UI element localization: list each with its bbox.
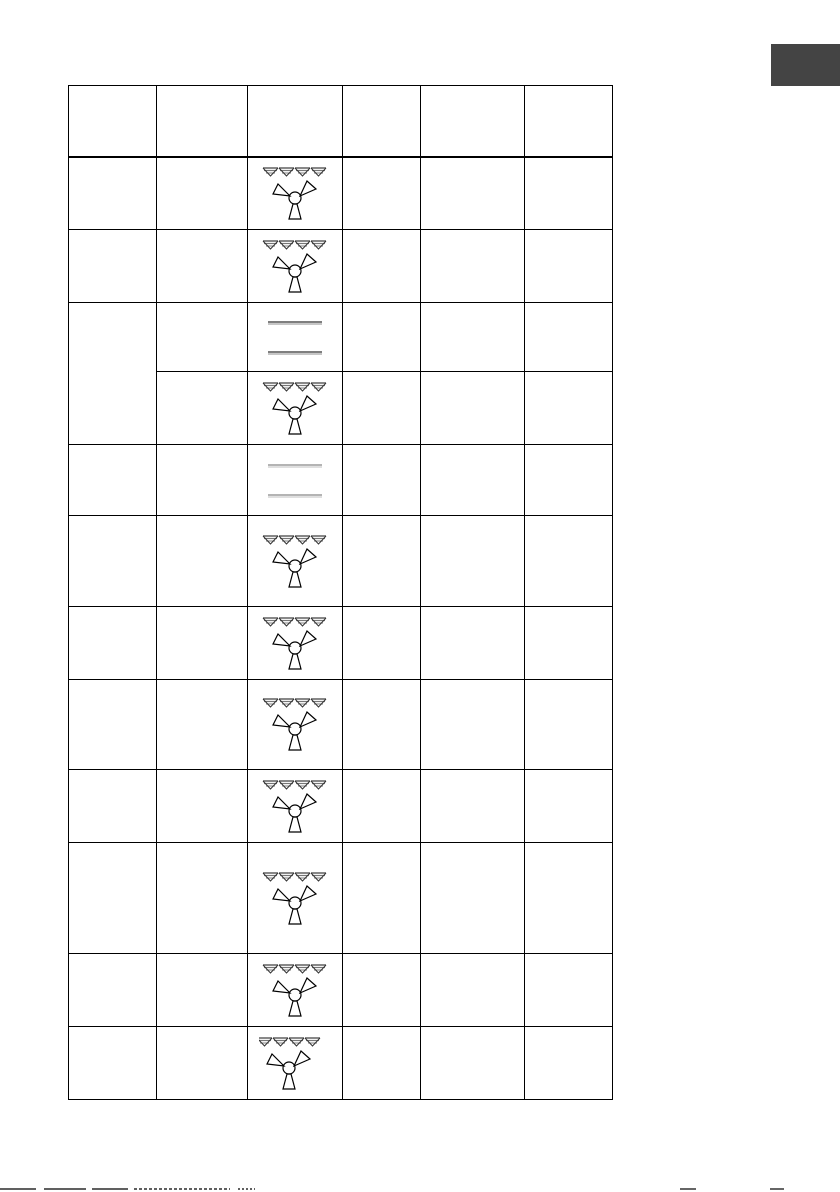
table-cell-col1 xyxy=(69,606,157,679)
fan-speed-icon xyxy=(259,532,331,590)
table-cell-col6 xyxy=(525,769,613,842)
table-cell-col5 xyxy=(421,842,525,953)
fan-speed-icon xyxy=(259,869,331,927)
table-cell-col6 xyxy=(525,1026,613,1099)
table-cell-col2 xyxy=(157,515,248,606)
table-cell-col3 xyxy=(248,302,343,371)
table-cell-col5 xyxy=(421,1026,525,1099)
table-cell-col3 xyxy=(248,229,343,302)
table-cell-col3 xyxy=(248,444,343,515)
table-row xyxy=(69,444,613,515)
table-cell-col1 xyxy=(69,953,157,1026)
table-cell-col6 xyxy=(525,515,613,606)
table-cell-col4 xyxy=(343,842,421,953)
table-cell-col4 xyxy=(343,444,421,515)
lines-dark-icon xyxy=(265,316,325,358)
table-cell-col3 xyxy=(248,157,343,229)
table-cell-col6 xyxy=(525,842,613,953)
table-cell-col4 xyxy=(343,769,421,842)
table-row xyxy=(69,515,613,606)
table-row xyxy=(69,302,613,371)
table-cell-col3 xyxy=(248,769,343,842)
table-cell-col4 xyxy=(343,953,421,1026)
fan-speed-icon xyxy=(259,164,331,222)
table-cell-col3 xyxy=(248,953,343,1026)
table-cell-col4 xyxy=(343,1026,421,1099)
header-cell-2 xyxy=(157,86,248,158)
lines-light-icon xyxy=(265,459,325,501)
table-cell-col2 xyxy=(157,679,248,769)
table-cell-col4 xyxy=(343,302,421,371)
settings-table xyxy=(68,85,613,1100)
header-cell-4 xyxy=(343,86,421,158)
table-cell-col2 xyxy=(157,953,248,1026)
table-cell-col2 xyxy=(157,157,248,229)
table-cell-col2 xyxy=(157,769,248,842)
table-header xyxy=(69,86,613,158)
table-row xyxy=(69,842,613,953)
table-cell-col2 xyxy=(157,1026,248,1099)
fan-speed-icon xyxy=(259,614,331,672)
table-cell-col5 xyxy=(421,302,525,371)
table-row xyxy=(69,229,613,302)
table-cell-col3 xyxy=(248,515,343,606)
table-cell-col1 xyxy=(69,679,157,769)
table-cell-col3 xyxy=(248,371,343,444)
table-cell-col3 xyxy=(248,606,343,679)
table-cell-col3 xyxy=(248,842,343,953)
table-cell-col6 xyxy=(525,444,613,515)
table-cell-col2 xyxy=(157,371,248,444)
table-cell-col4 xyxy=(343,229,421,302)
table-row xyxy=(69,953,613,1026)
table-cell-col1 xyxy=(69,769,157,842)
table-cell-col5 xyxy=(421,371,525,444)
fan-speed-icon xyxy=(259,237,331,295)
footer-print-marks xyxy=(0,1186,840,1192)
table-cell-col5 xyxy=(421,515,525,606)
table-cell-col6 xyxy=(525,953,613,1026)
fan-speed-icon xyxy=(259,777,331,835)
fan-speed-icon xyxy=(259,695,331,753)
table-cell-col4 xyxy=(343,157,421,229)
table-cell-col2 xyxy=(157,444,248,515)
fan-speed-icon xyxy=(259,961,331,1019)
table-cell-col1 xyxy=(69,1026,157,1099)
table-cell-col1 xyxy=(69,229,157,302)
header-cell-1 xyxy=(69,86,157,158)
table-cell-col2 xyxy=(157,302,248,371)
table-cell-col5 xyxy=(421,606,525,679)
header-cell-3 xyxy=(248,86,343,158)
table-cell-col2 xyxy=(157,842,248,953)
table-row xyxy=(69,1026,613,1099)
table-cell-col4 xyxy=(343,679,421,769)
table-body xyxy=(69,157,613,1099)
table-cell-col6 xyxy=(525,302,613,371)
table-row xyxy=(69,157,613,229)
table-cell-col6 xyxy=(525,679,613,769)
table-cell-col6 xyxy=(525,157,613,229)
header-cell-5 xyxy=(421,86,525,158)
table-row xyxy=(69,606,613,679)
table-cell-col1 xyxy=(69,515,157,606)
table-cell-col5 xyxy=(421,229,525,302)
table-cell-col5 xyxy=(421,444,525,515)
table-cell-col6 xyxy=(525,371,613,444)
table-cell-col6 xyxy=(525,229,613,302)
table-row xyxy=(69,769,613,842)
table-cell-col6 xyxy=(525,606,613,679)
table-cell-col3 xyxy=(248,679,343,769)
table-cell-col5 xyxy=(421,679,525,769)
table-cell-col2 xyxy=(157,229,248,302)
table-cell-col4 xyxy=(343,515,421,606)
table-cell-col4 xyxy=(343,371,421,444)
table-cell-col5 xyxy=(421,769,525,842)
table-cell-col5 xyxy=(421,953,525,1026)
table-cell-col2 xyxy=(157,606,248,679)
fan-speed-icon xyxy=(259,1034,331,1092)
table-row xyxy=(69,679,613,769)
header-cell-6 xyxy=(525,86,613,158)
table-cell-col1 xyxy=(69,157,157,229)
table-cell-col1 xyxy=(69,444,157,515)
table-cell-col1 xyxy=(69,842,157,953)
table-cell-col4 xyxy=(343,606,421,679)
language-tab-marker xyxy=(771,44,840,86)
table-cell-col5 xyxy=(421,157,525,229)
table-cell-col3 xyxy=(248,1026,343,1099)
fan-speed-icon xyxy=(259,379,331,437)
table-cell-col1 xyxy=(69,302,157,444)
